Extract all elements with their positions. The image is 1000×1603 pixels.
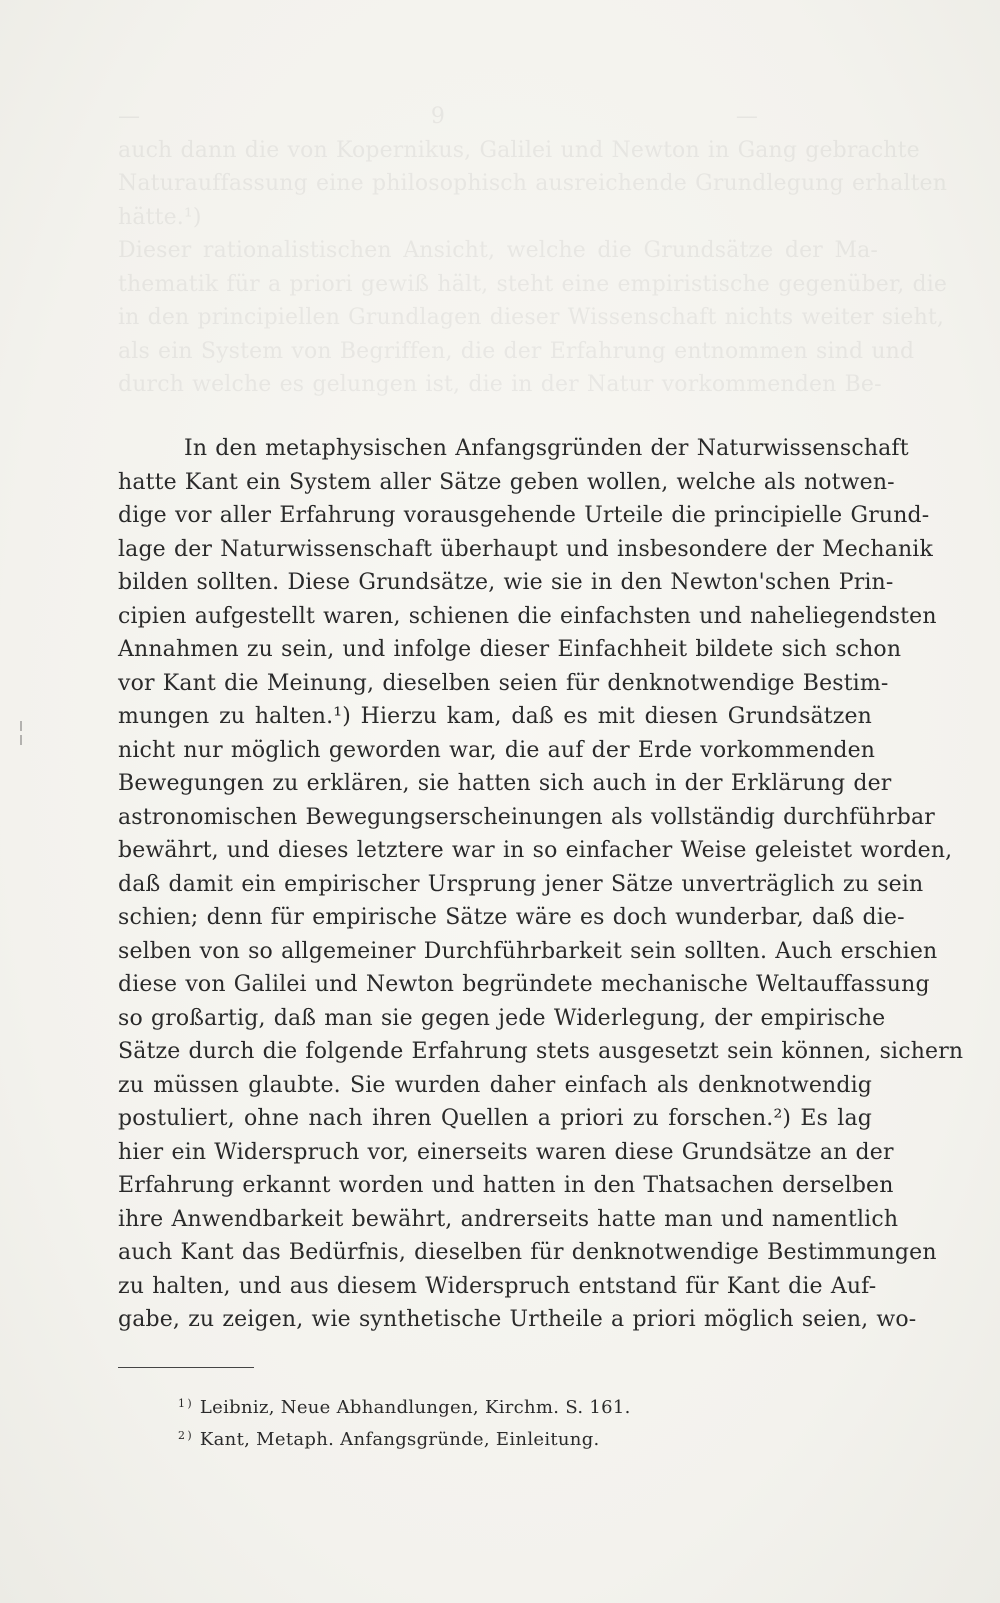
text-line: gabe, zu zeigen, wie synthetische Urtheile a priori möglich seien, wo- bbox=[118, 1307, 917, 1332]
text-line: mungen zu halten.¹) Hierzu kam, daß es mit diesen Grundsätzen bbox=[118, 704, 872, 729]
footnotes bbox=[178, 1388, 778, 1452]
text-line: selben von so allgemeiner Durchführbarkeit sein sollten. Auch erschien bbox=[118, 938, 938, 964]
footnote-mark: 2 bbox=[178, 1429, 186, 1442]
text-line: dige vor aller Erfahrung vorausgehende Urteile die principielle Grund- bbox=[118, 503, 930, 528]
footnote-text: Leibniz, Neue Abhandlungen, Kirchm. S. 161. bbox=[199, 1397, 631, 1418]
text-line: bilden sollten. Diese Grundsätze, wie sie in den Newton'schen Prin- bbox=[118, 570, 894, 595]
text-line: zu müssen glaubte. Sie wurden daher einfach als denknotwendig bbox=[118, 1072, 872, 1098]
text-line: Erfahrung erkannt worden und hatten in den Thatsachen derselben bbox=[118, 1173, 894, 1198]
main-paragraph bbox=[118, 432, 964, 1337]
text-line: zu halten, und aus diesem Widerspruch entstand für Kant die Auf- bbox=[118, 1273, 877, 1299]
text-line: hatte Kant ein System aller Sätze geben wollen, welche als notwen- bbox=[118, 469, 895, 495]
bleed-line: hätte.¹) bbox=[118, 204, 202, 230]
footnote-1: $^1$ ) Leibniz, Neue Abhandlungen, Kirchm. S. 161. bbox=[178, 1397, 631, 1418]
text-line: so großartig, daß man sie gegen jede Widerlegung, der empirische bbox=[118, 1005, 886, 1031]
text-line: vor Kant die Meinung, dieselben seien für denknotwendige Bestim- bbox=[118, 670, 889, 696]
text-line: astronomischen Bewegungserscheinungen als vollständig durchführbar bbox=[118, 804, 935, 830]
text-line: Annahmen zu sein, und infolge dieser Einfachheit bildete sich schon bbox=[118, 637, 902, 662]
text-line: lage der Naturwissenschaft überhaupt und insbesondere der Mechanik bbox=[118, 536, 933, 562]
footnote-2: $^2$ ) Kant, Metaph. Anfangsgründe, Einleitung. bbox=[178, 1429, 600, 1450]
text-line: daß damit ein empirischer Ursprung jener Sätze unverträglich zu sein bbox=[118, 871, 924, 897]
bleed-line: in den principiellen Grundlagen dieser Wissenschaft nichts weiter sieht, bbox=[118, 305, 945, 330]
bleed-line: thematik für a priori gewiß hält, steht eine empiristische gegenüber, die bbox=[118, 271, 948, 297]
bleed-line: auch dann die von Kopernikus, Galilei und Newton in Gang gebrachte bbox=[118, 137, 920, 163]
text-line: cipien aufgestellt waren, schienen die einfachsten und naheliegendsten bbox=[118, 603, 937, 629]
bleed-through-text bbox=[118, 100, 948, 402]
text-line: postuliert, ohne nach ihren Quellen a priori zu forschen.²) Es lag bbox=[118, 1106, 872, 1131]
bleed-line: durch welche es gelungen ist, die in der Natur vorkommenden Be- bbox=[118, 372, 882, 397]
bleed-line: Dieser rationalistischen Ansicht, welche die Grundsätze der Ma- bbox=[118, 238, 878, 263]
text-line: ihre Anwendbarkeit bewährt, andrerseits hatte man und namentlich bbox=[118, 1206, 899, 1232]
text-line: diese von Galilei und Newton begründete mechanische Weltauffassung bbox=[118, 972, 930, 997]
text-line: Bewegungen zu erklären, sie hatten sich auch in der Erklärung der bbox=[118, 771, 892, 796]
text-line: auch Kant das Bedürfnis, dieselben für denknotwendige Bestimmungen bbox=[118, 1240, 937, 1265]
bleed-line: — 9 — bbox=[118, 104, 758, 129]
text-line: schien; denn für empirische Sätze wäre es doch wunderbar, daß die- bbox=[118, 905, 905, 930]
bleed-line: Naturauffassung eine philosophisch ausreichende Grundlegung erhalten bbox=[118, 171, 948, 196]
margin-mark bbox=[20, 720, 54, 734]
bleed-line: als ein System von Begriffen, die der Erfahrung entnommen sind und bbox=[118, 338, 915, 364]
text-line: hier ein Widerspruch vor, einerseits waren diese Grundsätze an der bbox=[118, 1139, 894, 1165]
footnote-text: Kant, Metaph. Anfangsgründe, Einleitung. bbox=[199, 1429, 600, 1450]
text-line: In den metaphysischen Anfangsgründen der Naturwissenschaft bbox=[184, 436, 909, 461]
text-line: nicht nur möglich geworden war, die auf der Erde vorkommenden bbox=[118, 737, 876, 763]
footnote-rule bbox=[118, 1367, 254, 1368]
text-line: Sätze durch die folgende Erfahrung stets ausgesetzt sein können, sichern bbox=[118, 1039, 964, 1064]
text-line: bewährt, und dieses letztere war in so einfacher Weise geleistet worden, bbox=[118, 838, 953, 863]
footnote-mark: 1 bbox=[178, 1397, 186, 1410]
